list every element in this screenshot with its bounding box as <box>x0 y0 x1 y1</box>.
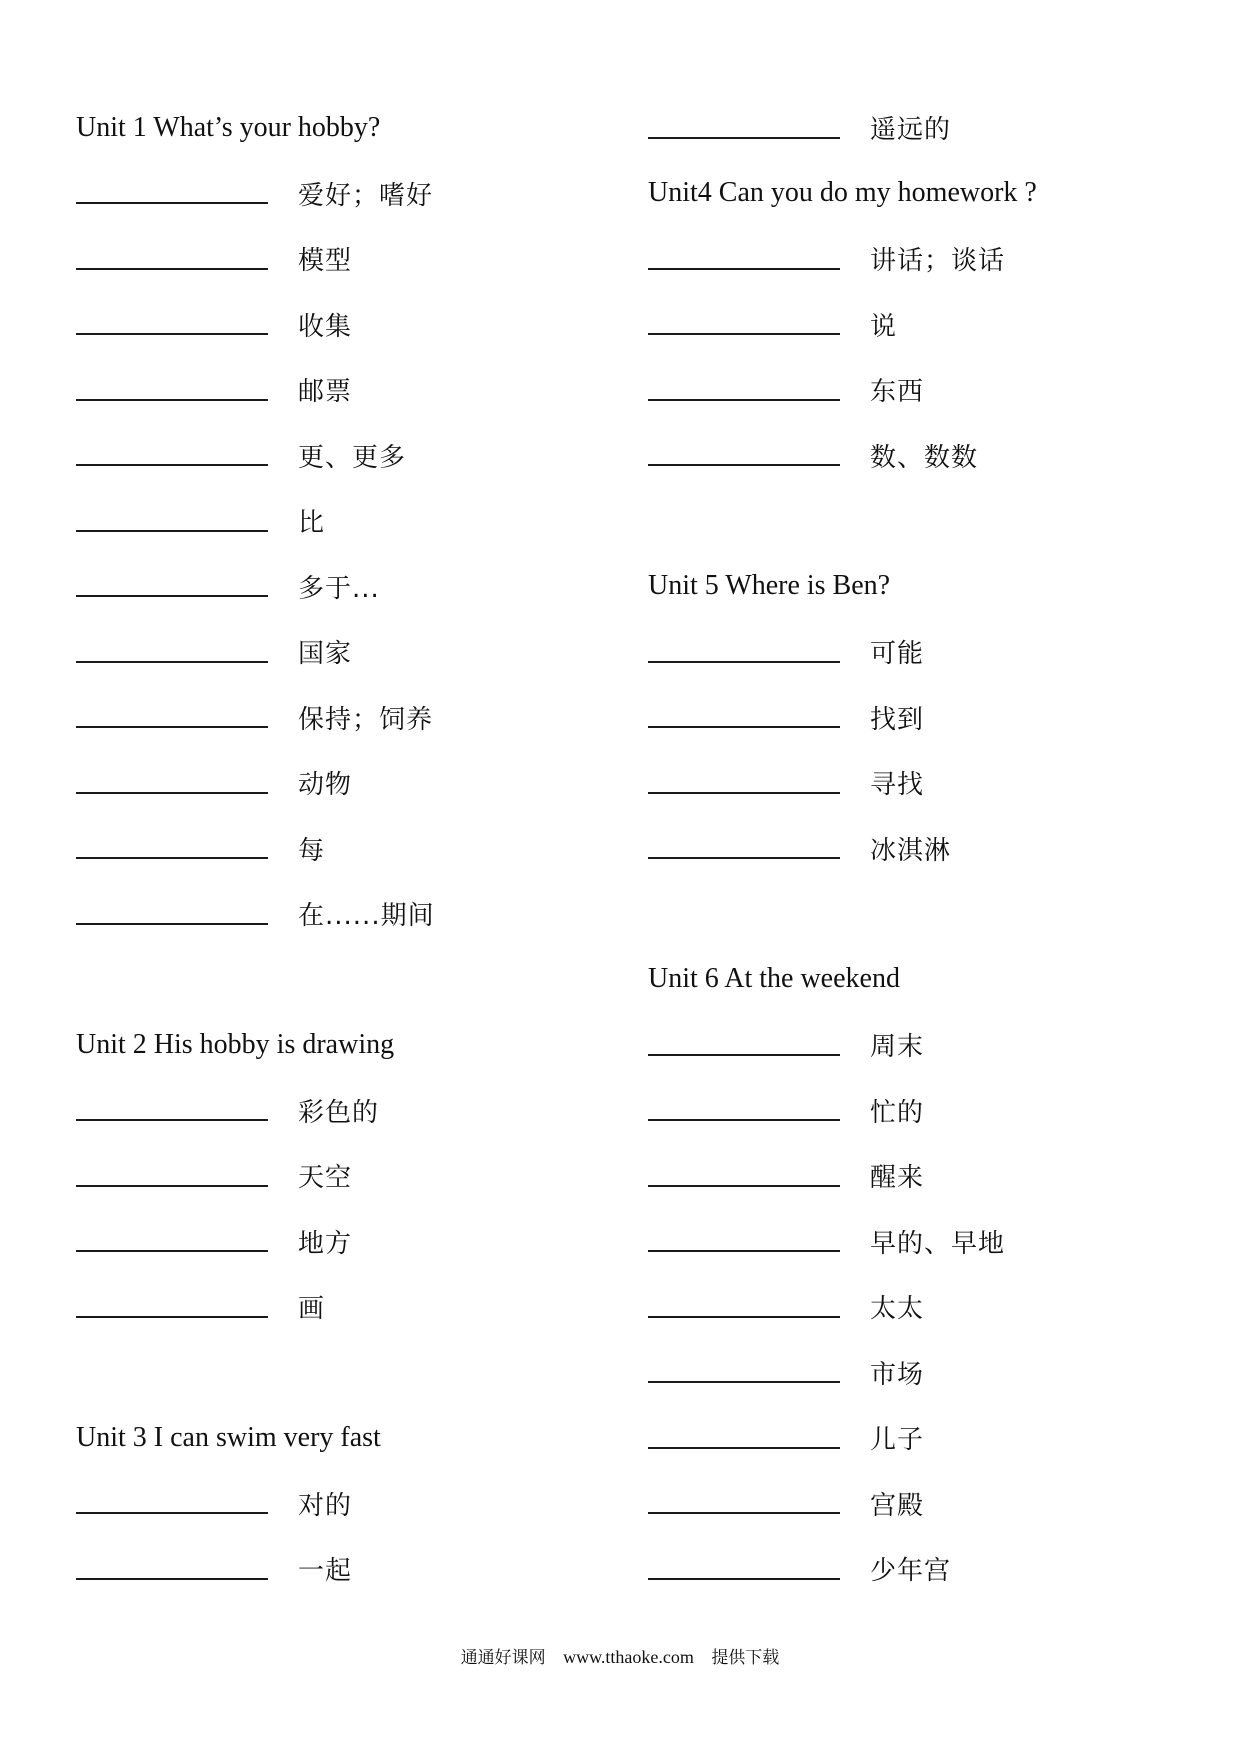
chinese-meaning: 寻找 <box>870 770 925 801</box>
vocab-row <box>76 292 576 358</box>
chinese-meaning: 多于... <box>298 573 380 604</box>
answer-blank[interactable] <box>76 182 268 204</box>
chinese-meaning: 市场 <box>870 1359 925 1390</box>
vocab-row <box>76 1209 576 1275</box>
chinese-meaning: 收集 <box>298 311 353 342</box>
answer-blank[interactable] <box>648 1165 840 1187</box>
section-spacer <box>76 947 576 1013</box>
answer-blank[interactable] <box>648 313 840 335</box>
vocab-row <box>648 357 1148 423</box>
section-spacer <box>648 488 1148 554</box>
answer-blank[interactable] <box>76 1492 268 1514</box>
answer-blank[interactable] <box>76 444 268 466</box>
unit-title <box>76 95 576 161</box>
unit-title <box>648 161 1148 227</box>
chinese-meaning: 东西 <box>870 377 925 408</box>
answer-blank[interactable] <box>648 117 840 139</box>
footer-site-name: 通通好课网 <box>460 1648 546 1668</box>
answer-blank[interactable] <box>648 248 840 270</box>
unit-title-text: Unit 5 Where is Ben? <box>648 570 891 602</box>
answer-blank[interactable] <box>76 379 268 401</box>
answer-blank[interactable] <box>648 1099 840 1121</box>
chinese-meaning: 比 <box>298 508 326 539</box>
answer-blank[interactable] <box>76 313 268 335</box>
vocab-row <box>76 554 576 620</box>
vocab-row <box>76 619 576 685</box>
vocab-row <box>648 423 1148 489</box>
answer-blank[interactable] <box>648 379 840 401</box>
answer-blank[interactable] <box>76 1230 268 1252</box>
chinese-meaning: 更、更多 <box>298 442 407 473</box>
answer-blank[interactable] <box>76 1099 268 1121</box>
chinese-meaning: 醒来 <box>870 1163 925 1194</box>
answer-blank[interactable] <box>76 772 268 794</box>
vocab-row <box>648 1274 1148 1340</box>
chinese-meaning: 冰淇淋 <box>870 835 952 866</box>
chinese-meaning: 邮票 <box>298 377 353 408</box>
vocab-row <box>76 1078 576 1144</box>
vocab-row <box>648 1012 1148 1078</box>
unit-title-text: Unit 3 I can swim very fast <box>76 1421 381 1453</box>
vocab-row <box>648 1078 1148 1144</box>
vocab-row <box>76 1143 576 1209</box>
answer-blank[interactable] <box>76 575 268 597</box>
vocab-row <box>648 95 1148 161</box>
vocab-row <box>76 161 576 227</box>
unit-title <box>648 554 1148 620</box>
answer-blank[interactable] <box>648 1558 840 1580</box>
chinese-meaning: 地方 <box>298 1228 353 1259</box>
chinese-meaning: 忙的 <box>870 1097 925 1128</box>
vocab-row <box>648 1340 1148 1406</box>
chinese-meaning: 对的 <box>298 1490 353 1521</box>
answer-blank[interactable] <box>76 706 268 728</box>
chinese-meaning: 画 <box>298 1294 326 1325</box>
vocab-row <box>648 292 1148 358</box>
answer-blank[interactable] <box>76 641 268 663</box>
answer-blank[interactable] <box>76 1558 268 1580</box>
answer-blank[interactable] <box>648 641 840 663</box>
vocab-row <box>648 1536 1148 1602</box>
chinese-meaning: 少年宫 <box>870 1556 952 1587</box>
chinese-meaning: 太太 <box>870 1294 925 1325</box>
footer-url: www.tthaoke.com <box>563 1647 694 1667</box>
answer-blank[interactable] <box>648 444 840 466</box>
section-spacer <box>76 1340 576 1406</box>
chinese-meaning: 保持；饲养 <box>298 704 434 735</box>
vocab-row <box>76 488 576 554</box>
footer-suffix: 提供下载 <box>711 1648 780 1668</box>
chinese-meaning: 彩色的 <box>298 1097 380 1128</box>
chinese-meaning: 讲话；谈话 <box>870 246 1006 277</box>
chinese-meaning: 早的、早地 <box>870 1228 1006 1259</box>
answer-blank[interactable] <box>648 1361 840 1383</box>
vocab-row <box>648 1471 1148 1537</box>
answer-blank[interactable] <box>648 1034 840 1056</box>
chinese-meaning: 爱好；嗜好 <box>298 180 434 211</box>
chinese-meaning: 国家 <box>298 639 353 670</box>
unit-title-text: Unit4 Can you do my homework ? <box>648 177 1037 209</box>
chinese-meaning: 可能 <box>870 639 925 670</box>
vocab-row <box>76 685 576 751</box>
chinese-meaning: 数、数数 <box>870 442 979 473</box>
vocab-row <box>76 1471 576 1537</box>
unit-title-text: Unit 2 His hobby is drawing <box>76 1028 395 1060</box>
chinese-meaning: 周末 <box>870 1032 925 1063</box>
chinese-meaning: 遥远的 <box>870 115 952 146</box>
vocab-row <box>76 226 576 292</box>
chinese-meaning: 说 <box>870 311 898 342</box>
left-column <box>76 95 576 1602</box>
chinese-meaning: 每 <box>298 835 326 866</box>
vocab-row <box>648 685 1148 751</box>
vocab-row <box>648 750 1148 816</box>
unit-title-text: Unit 1 What’s your hobby? <box>76 111 381 143</box>
unit-title-text: Unit 6 At the weekend <box>648 963 900 995</box>
vocab-row <box>76 750 576 816</box>
chinese-meaning: 找到 <box>870 704 925 735</box>
vocab-row <box>648 1405 1148 1471</box>
vocab-row <box>648 1209 1148 1275</box>
answer-blank[interactable] <box>76 1165 268 1187</box>
answer-blank[interactable] <box>648 1492 840 1514</box>
vocab-row <box>76 357 576 423</box>
chinese-meaning: 儿子 <box>870 1425 925 1456</box>
vocab-row <box>648 1143 1148 1209</box>
unit-title <box>76 1012 576 1078</box>
unit-title <box>76 1405 576 1471</box>
chinese-meaning: 天空 <box>298 1163 353 1194</box>
unit-title <box>648 947 1148 1013</box>
chinese-meaning: 模型 <box>298 246 353 277</box>
answer-blank[interactable] <box>76 1296 268 1318</box>
answer-blank[interactable] <box>76 837 268 859</box>
answer-blank[interactable] <box>76 510 268 532</box>
vocab-row <box>76 1274 576 1340</box>
answer-blank[interactable] <box>648 706 840 728</box>
chinese-meaning: 在......期间 <box>298 901 435 932</box>
answer-blank[interactable] <box>648 837 840 859</box>
answer-blank[interactable] <box>648 1427 840 1449</box>
right-column <box>648 95 1148 1602</box>
vocab-row <box>648 226 1148 292</box>
chinese-meaning: 一起 <box>298 1556 353 1587</box>
vocab-row <box>648 619 1148 685</box>
section-spacer <box>648 881 1148 947</box>
answer-blank[interactable] <box>648 772 840 794</box>
vocab-row <box>648 816 1148 882</box>
answer-blank[interactable] <box>76 248 268 270</box>
vocab-row <box>76 1536 576 1602</box>
vocab-row <box>76 816 576 882</box>
vocab-row <box>76 881 576 947</box>
chinese-meaning: 宫殿 <box>870 1490 925 1521</box>
page-footer <box>0 1643 1240 1668</box>
answer-blank[interactable] <box>648 1296 840 1318</box>
chinese-meaning: 动物 <box>298 770 353 801</box>
answer-blank[interactable] <box>76 903 268 925</box>
vocab-row <box>76 423 576 489</box>
answer-blank[interactable] <box>648 1230 840 1252</box>
